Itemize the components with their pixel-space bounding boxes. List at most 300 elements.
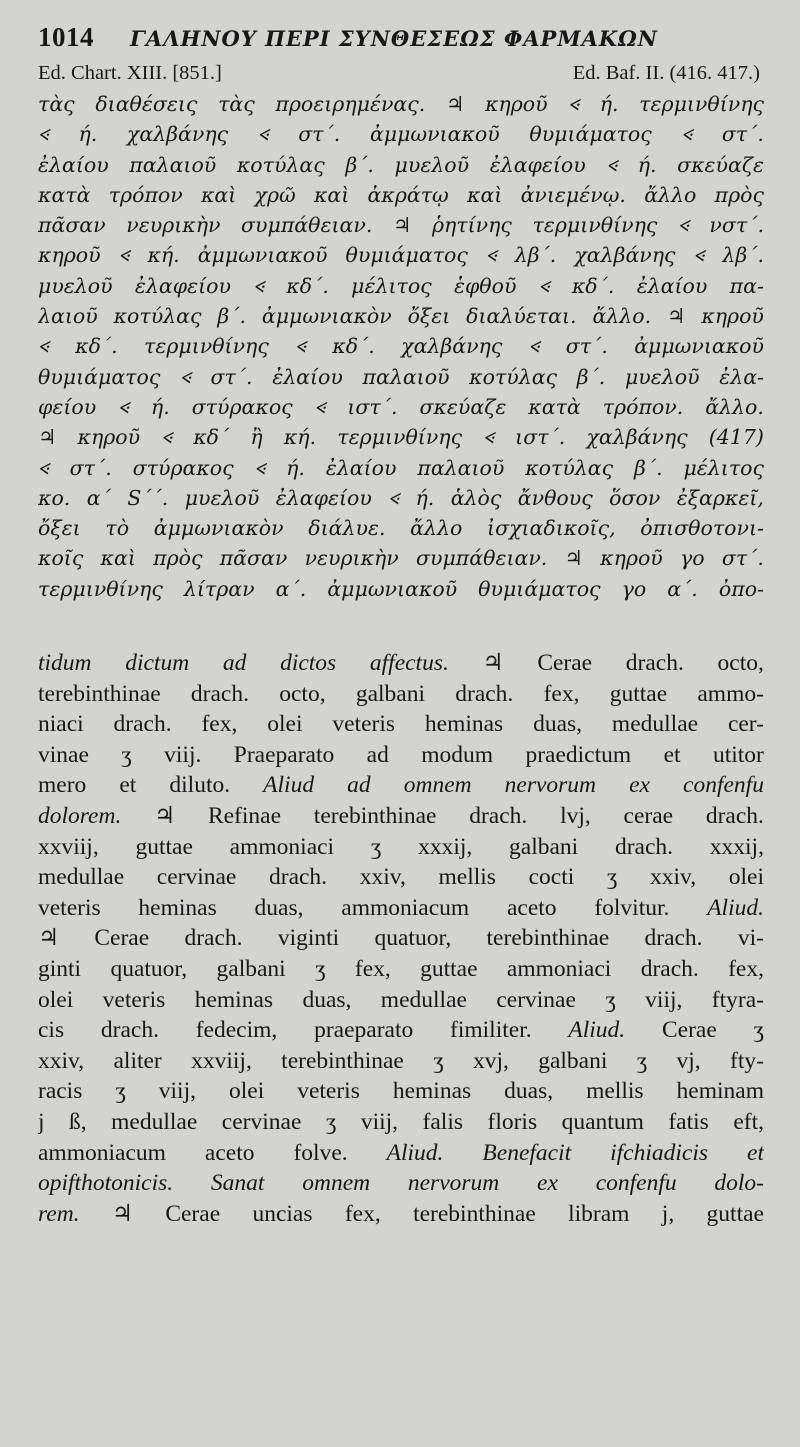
word: 𐅻 xyxy=(161,425,173,450)
word: α΄. xyxy=(667,576,698,601)
word: heminas xyxy=(392,1078,472,1105)
greek-text-line xyxy=(38,422,764,452)
word: octo, xyxy=(717,650,764,677)
word: uncias xyxy=(252,1200,313,1227)
word: λβ΄. xyxy=(514,243,557,268)
word: cocti xyxy=(528,864,575,891)
word: omnem xyxy=(302,1170,371,1197)
word: ἐλαίου xyxy=(272,364,343,389)
word: et xyxy=(119,772,137,799)
word: ♃ xyxy=(392,213,412,238)
word: β΄. xyxy=(576,364,606,389)
word: quantum xyxy=(561,1108,644,1135)
word: διάλυε. xyxy=(308,516,386,541)
word: folve. xyxy=(293,1139,348,1166)
latin-text-line xyxy=(38,679,764,710)
word: κδ΄. xyxy=(286,273,329,298)
word: dolorem. xyxy=(38,803,122,830)
latin-text-line xyxy=(38,1107,764,1138)
word: ad xyxy=(366,741,389,768)
word: ή. xyxy=(78,122,98,147)
word: προειρημένας. xyxy=(275,92,426,116)
word: tidum xyxy=(38,650,92,677)
word: μυελοῦ xyxy=(624,364,700,389)
word: (417) xyxy=(708,425,764,450)
word: ἐλαφείου xyxy=(489,152,586,177)
word: ἄνθους xyxy=(517,485,593,510)
word: galbani xyxy=(216,955,286,982)
word: fex, xyxy=(344,1200,381,1227)
greek-text-line xyxy=(38,392,764,422)
word: j xyxy=(38,1108,45,1135)
word: folvitur. xyxy=(594,894,670,921)
word: τὸ xyxy=(105,516,130,541)
word: olei xyxy=(267,711,303,738)
word: cer- xyxy=(727,711,764,738)
word: ʒ xyxy=(605,986,616,1013)
word: aliter xyxy=(113,1047,162,1074)
latin-text-line xyxy=(38,1015,764,1046)
word: πᾶσαν xyxy=(219,546,288,571)
word: duas, xyxy=(302,986,352,1013)
word: Cerae xyxy=(94,925,150,952)
word: xxiv, xyxy=(38,1047,85,1074)
word: θυμιάματος xyxy=(345,243,468,268)
word: et xyxy=(663,741,681,768)
word: ad xyxy=(347,772,371,799)
word: drach. xyxy=(705,803,764,830)
word: fex, xyxy=(201,711,238,738)
word: ἐλα- xyxy=(719,364,764,389)
word: ammoniaci xyxy=(229,833,335,860)
word: τερμινθίνης xyxy=(639,92,764,116)
word: fex, xyxy=(728,955,764,982)
word: στ΄. xyxy=(721,122,764,147)
word: cervinae xyxy=(156,864,237,891)
word: ἁλὸς xyxy=(450,485,502,510)
word: 𐅻 xyxy=(257,122,269,147)
word: fimiliter. xyxy=(450,1017,532,1044)
word: medullae xyxy=(111,1108,198,1135)
word: ῥητίνης xyxy=(431,213,512,238)
word: νευρικὴν xyxy=(304,546,399,571)
word: aceto xyxy=(204,1139,255,1166)
latin-text-line xyxy=(38,954,764,985)
latin-text-line xyxy=(38,770,764,801)
word: ♃ xyxy=(38,925,60,952)
word: terebinthinae xyxy=(413,1200,536,1227)
word: confenfu xyxy=(683,772,764,799)
word: niaci xyxy=(38,711,84,738)
greek-text-line xyxy=(38,453,764,483)
word: drach. xyxy=(100,1017,159,1044)
word: ὀπο- xyxy=(718,576,764,601)
word: κοτύλας xyxy=(113,304,202,329)
word: 𐅻 xyxy=(606,152,618,177)
word: α΄ xyxy=(86,485,111,510)
word: χαλβάνης xyxy=(586,425,688,450)
word: χαλβάνης xyxy=(401,334,503,359)
latin-text-line xyxy=(38,985,764,1016)
word: κδ΄. xyxy=(571,273,615,298)
greek-text-line xyxy=(38,483,764,513)
word: ginti xyxy=(38,955,82,982)
word: ammoniacum xyxy=(341,894,470,921)
word: ἐλαίου xyxy=(325,455,397,480)
word: χαλβάνης xyxy=(574,243,676,268)
word: θυμιάματος xyxy=(38,364,161,389)
word: heminas xyxy=(424,711,504,738)
greek-text-line xyxy=(38,210,764,240)
word: ἐλαίου xyxy=(38,152,109,177)
word: λαιοῦ xyxy=(38,304,98,329)
word: παλαιοῦ xyxy=(129,152,217,177)
word: κή. xyxy=(147,243,180,268)
word: viij, xyxy=(645,986,683,1013)
word: ἰσχιαδικοῖς, xyxy=(487,516,616,541)
word: τὰς xyxy=(38,92,75,116)
word: γο xyxy=(621,576,647,601)
latin-text-line xyxy=(38,648,764,679)
word: ♃ xyxy=(154,803,176,830)
word: τρόπον xyxy=(108,182,183,207)
word: κή. xyxy=(283,425,317,450)
word: τερμινθίνης xyxy=(532,213,658,238)
word: Aliud. xyxy=(568,1017,626,1044)
word: guttae xyxy=(135,833,193,860)
word: omnem xyxy=(403,772,472,799)
latin-text-line xyxy=(38,1199,764,1230)
word: κοῖς xyxy=(38,546,84,571)
word: vj, xyxy=(676,1047,701,1074)
word: ammoniacum xyxy=(38,1139,166,1166)
word: 𐅻 xyxy=(693,243,705,268)
word: drach. xyxy=(269,864,328,891)
word: καὶ xyxy=(467,182,503,207)
word: confenfu xyxy=(595,1170,677,1197)
word: 𐅻 xyxy=(681,122,693,147)
word: racis xyxy=(38,1078,83,1105)
word: ad xyxy=(222,650,247,677)
word: σκεύαζε xyxy=(677,152,764,177)
word: 𐅻 xyxy=(295,334,306,359)
word: veteris xyxy=(38,894,101,921)
word: ʒ xyxy=(325,1108,337,1135)
word: ἀμμωνιακὸν xyxy=(261,304,392,329)
word: guttae xyxy=(609,680,668,707)
latin-text-line xyxy=(38,893,764,924)
word: πρὸς xyxy=(153,546,203,571)
greek-text-line xyxy=(38,240,764,270)
word: ἀμμωνιακοῦ xyxy=(634,334,764,359)
word: dictos xyxy=(280,650,337,677)
word: fty- xyxy=(730,1047,764,1074)
word: γο xyxy=(680,546,705,571)
word: καὶ xyxy=(200,182,237,207)
word: mero xyxy=(38,772,87,799)
word: viginti xyxy=(277,925,340,952)
greek-text-line xyxy=(38,89,764,119)
word: 𐅻 xyxy=(483,425,495,450)
word: θυμιάματος xyxy=(478,576,601,601)
word: olei xyxy=(728,864,764,891)
word: κηροῦ xyxy=(701,304,764,329)
latin-text-line xyxy=(38,709,764,740)
word: κηροῦ xyxy=(77,425,141,450)
word: mellis xyxy=(586,1078,644,1105)
word: 𐅻 xyxy=(485,243,497,268)
word: μυελοῦ xyxy=(394,152,470,177)
word: olei xyxy=(228,1078,265,1105)
word: praedictum xyxy=(525,741,632,768)
word: ♃ xyxy=(667,304,686,329)
word: nervorum xyxy=(504,772,597,799)
word: κηροῦ xyxy=(600,546,663,571)
word: viij, xyxy=(360,1108,399,1135)
word: πα- xyxy=(729,273,764,298)
word: β΄. xyxy=(345,152,374,177)
word: ή. xyxy=(637,152,657,177)
word: galbani xyxy=(509,833,579,860)
word: 𐅻 xyxy=(118,394,129,419)
word: μέλιτος xyxy=(683,455,764,480)
word: viij, xyxy=(158,1078,196,1105)
word: cervinae xyxy=(496,986,576,1013)
word: drach. xyxy=(625,650,684,677)
word: ἀμμωνιακοῦ xyxy=(369,122,500,147)
word: viij. xyxy=(164,741,202,768)
word: κηροῦ xyxy=(38,243,101,268)
word: falis xyxy=(422,1108,463,1135)
word: olei xyxy=(38,986,74,1013)
word: διαλύεται. xyxy=(466,304,577,329)
word: ♃ xyxy=(482,650,504,677)
word: ἐξαρκεῖ, xyxy=(676,485,764,510)
word: xxxij, xyxy=(709,833,764,860)
word: guttae xyxy=(706,1200,764,1227)
word: Praeparato xyxy=(233,741,335,768)
word: ὄξει xyxy=(38,516,81,541)
word: ʒ xyxy=(753,1017,764,1044)
word: opifthotonicis. xyxy=(38,1170,174,1197)
word: rem. xyxy=(38,1200,80,1227)
word: dolo- xyxy=(714,1170,764,1197)
word: ἐλαίου xyxy=(636,273,708,298)
word: 𐅻 xyxy=(253,273,265,298)
word: στ΄. xyxy=(565,334,608,359)
word: ammo- xyxy=(697,680,764,707)
word: στύρακος xyxy=(191,394,293,419)
word: ἀμμωνιακὸν xyxy=(153,516,284,541)
word: medullae xyxy=(380,986,467,1013)
word: ἄλλο xyxy=(644,182,697,207)
word: θυμιάματος xyxy=(529,122,652,147)
word: ex xyxy=(537,1170,558,1197)
word: drach. xyxy=(614,833,674,860)
word: 𐅻 xyxy=(538,273,550,298)
word: ἀκράτῳ xyxy=(367,182,449,207)
word: καὶ xyxy=(313,182,350,207)
word: xxxij, xyxy=(418,833,473,860)
word: κατὰ xyxy=(528,394,581,419)
greek-text-line xyxy=(38,362,764,392)
word: φείου xyxy=(38,394,97,419)
word: affectus. xyxy=(369,650,449,677)
word: ἐλαφείου xyxy=(275,485,372,510)
word: vi- xyxy=(737,925,764,952)
word: heminas xyxy=(194,986,274,1013)
word: ἄλλο. xyxy=(592,304,652,329)
greek-text-line xyxy=(38,271,764,301)
word: μυελοῦ xyxy=(184,485,260,510)
word: 𐅻 xyxy=(254,455,266,480)
word: veteris xyxy=(297,1078,360,1105)
word: χαλβάνης xyxy=(126,122,229,147)
greek-text-line xyxy=(38,543,764,573)
word: κδ΄. xyxy=(75,334,118,359)
word: ἄλλο. xyxy=(705,394,764,419)
word: κδ΄ xyxy=(193,425,230,450)
word: στ΄. xyxy=(298,122,341,147)
word: duas, xyxy=(504,1078,554,1105)
word: ἀμμωνιακοῦ xyxy=(327,576,458,601)
word: terebinthinae xyxy=(486,925,610,952)
word: drach. xyxy=(190,680,249,707)
word: xxviij, xyxy=(191,1047,252,1074)
word: στ΄. xyxy=(210,364,253,389)
latin-text-line xyxy=(38,862,764,893)
word: drach. xyxy=(455,680,514,707)
word: fatis xyxy=(668,1108,709,1135)
word: β΄. xyxy=(217,304,246,329)
word: ή. xyxy=(415,485,435,510)
word: guttae xyxy=(420,955,478,982)
latin-text-line xyxy=(38,1168,764,1199)
word: Sanat xyxy=(210,1170,265,1197)
word: παλαιοῦ xyxy=(362,364,450,389)
word: veteris xyxy=(102,986,166,1013)
word: 𐅻 xyxy=(118,243,130,268)
word: ʒ xyxy=(315,955,326,982)
word: ʒ xyxy=(370,833,382,860)
word: modum xyxy=(421,741,494,768)
word: α΄. xyxy=(275,576,307,601)
word: πρὸς xyxy=(714,182,764,207)
word: terebinthinae xyxy=(281,1047,404,1074)
word: S΄΄. xyxy=(127,485,169,510)
word: 𐅻 xyxy=(314,394,326,419)
word: τερμινθίνης xyxy=(337,425,463,450)
word: Cerae xyxy=(537,650,593,677)
word: 𐅻 xyxy=(179,364,191,389)
word: utitor xyxy=(712,741,764,768)
word: ἄλλο xyxy=(410,516,463,541)
word: ιστ΄. xyxy=(347,394,398,419)
latin-text-line xyxy=(38,1046,764,1077)
word: cervinae xyxy=(221,1108,302,1135)
word: drach. xyxy=(184,925,243,952)
word: ὅσον xyxy=(609,485,661,510)
word: συμπάθειαν. xyxy=(241,213,373,238)
word: διαθέσεις xyxy=(95,92,198,116)
word: cis xyxy=(38,1017,65,1044)
word: ή. xyxy=(150,394,170,419)
word: duas, xyxy=(254,894,304,921)
word: fedecim, xyxy=(195,1017,278,1044)
word: fex, xyxy=(543,680,580,707)
word: στ΄. xyxy=(69,455,112,480)
word: galbani xyxy=(355,680,425,707)
word: ή. xyxy=(599,92,619,116)
word: floris xyxy=(487,1108,538,1135)
latin-text-line xyxy=(38,801,764,832)
word: κατὰ xyxy=(38,182,91,207)
word: Aliud xyxy=(263,772,315,799)
word: 𐅻 xyxy=(528,334,540,359)
word: vinae xyxy=(38,741,89,768)
greek-text-line xyxy=(38,180,764,210)
word: λβ΄. xyxy=(722,243,764,268)
word: drach. xyxy=(640,955,699,982)
word: τρόπον. xyxy=(602,394,684,419)
edition-reference-row xyxy=(38,62,764,88)
word: galbani xyxy=(538,1047,608,1074)
word: λίτραν xyxy=(183,576,255,601)
word: ʒ xyxy=(115,1078,126,1105)
word: ιστ΄. xyxy=(515,425,566,450)
word: Cerae xyxy=(165,1200,221,1227)
greek-text-block xyxy=(38,89,764,604)
word: καὶ xyxy=(100,546,136,571)
word: drach. xyxy=(113,711,172,738)
word: ή. xyxy=(286,455,305,480)
word: τερμινθίνης xyxy=(38,576,163,601)
word: nervorum xyxy=(407,1170,500,1197)
word: ὄξει xyxy=(407,304,451,329)
word: τερμινθίνης xyxy=(144,334,269,359)
word: drach. xyxy=(644,925,703,952)
word: στύρακος xyxy=(132,455,234,480)
word: κηροῦ xyxy=(484,92,548,116)
word: πᾶσαν xyxy=(38,213,106,238)
word: ʒ xyxy=(636,1047,648,1074)
word: στ΄. xyxy=(721,546,764,571)
word: drach. xyxy=(469,803,528,830)
word: duas, xyxy=(533,711,583,738)
word: ʒ xyxy=(606,864,618,891)
word: μυελοῦ xyxy=(38,273,113,298)
word: Cerae xyxy=(661,1017,717,1044)
word: praeparato xyxy=(314,1017,414,1044)
page-number: 1014 xyxy=(38,22,94,52)
word: quatuor, xyxy=(110,955,188,982)
word: Benefacit xyxy=(482,1139,572,1166)
word: heminas xyxy=(138,894,217,921)
word: cerae xyxy=(623,803,674,830)
greek-text-line xyxy=(38,150,764,180)
word: συμπάθειαν. xyxy=(416,546,548,571)
word: diluto. xyxy=(169,772,231,799)
word: κοτύλας xyxy=(469,364,558,389)
word: aceto xyxy=(506,894,557,921)
word: Aliud. xyxy=(386,1139,444,1166)
word: ἐλαφείου xyxy=(134,273,231,298)
word: xxiv, xyxy=(359,864,406,891)
word: χρῶ xyxy=(254,182,296,207)
word: ♃ xyxy=(445,92,465,116)
word: 𐅻 xyxy=(677,213,689,238)
word: Refinae xyxy=(207,803,282,830)
